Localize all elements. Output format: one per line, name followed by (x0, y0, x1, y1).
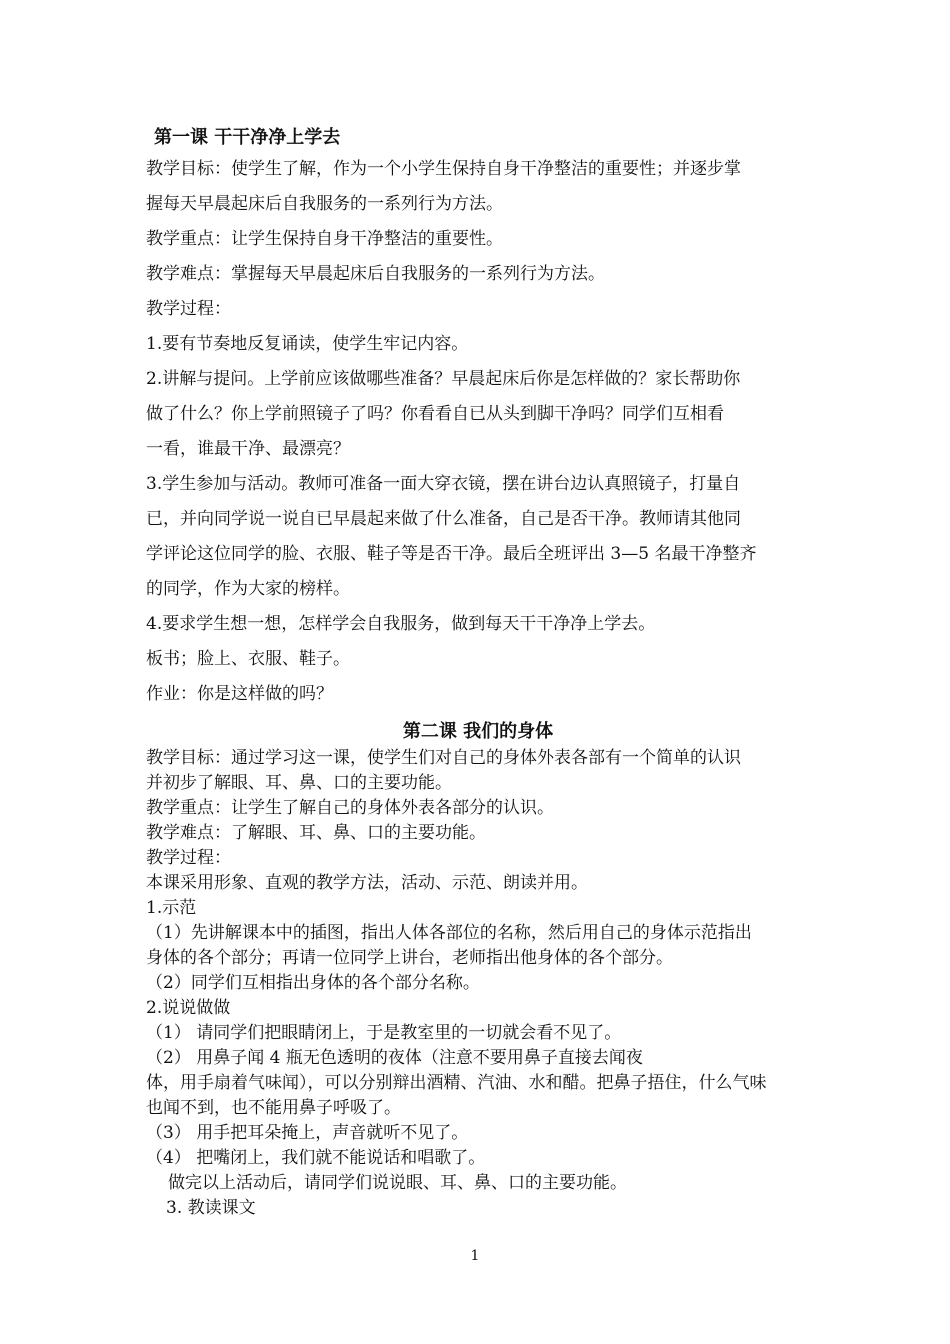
lesson1-title: 第一课 干干净净上学去 (154, 127, 341, 148)
lesson1-line: 做了什么？你上学前照镜子了吗？你看看自已从头到脚干净吗？同学们互相看 (146, 404, 724, 424)
lesson2-title: 第二课 我们的身体 (402, 721, 554, 742)
lesson2-line: 教学难点：了解眼、耳、鼻、口的主要功能。 (146, 823, 486, 843)
lesson1-line: 教学难点：掌握每天早晨起床后自我服务的一系列行为方法。 (146, 264, 605, 284)
lesson2-line: （4） 把嘴闭上，我们就不能说话和唱歌了。 (146, 1148, 486, 1168)
lesson1-line: 握每天早晨起床后自我服务的一系列行为方法。 (146, 194, 503, 214)
lesson1-line: 教学重点：让学生保持自身干净整洁的重要性。 (146, 229, 503, 249)
lesson2-line: 教学过程： (146, 848, 231, 868)
lesson2-line: 教学重点：让学生了解自己的身体外表各部分的认识。 (146, 798, 554, 818)
lesson2-line: 本课采用形象、直观的教学方法，活动、示范、朗读并用。 (146, 873, 588, 893)
lesson1-line: 教学目标：使学生了解，作为一个小学生保持自身干净整洁的重要性；并逐步掌 (146, 159, 741, 179)
lesson1-line: 作业：你是这样做的吗？ (146, 684, 333, 704)
lesson1-body (146, 152, 810, 712)
lesson1-line: 已，并向同学说一说自已早晨起来做了什么准备，自己是否干净。教师请其他同 (146, 509, 741, 529)
lesson1-line: 学评论这位同学的脸、衣服、鞋子等是否干净。最后全班评出 3—5 名最干净整齐 (146, 544, 757, 564)
lesson1-line: 的同学，作为大家的榜样。 (146, 579, 350, 599)
page-number: 1 (470, 1248, 480, 1264)
lesson1-line: 2.讲解与提问。上学前应该做哪些准备？早晨起床后你是怎样做的？家长帮助你 (146, 369, 741, 389)
lesson2-line: 并初步了解眼、耳、鼻、口的主要功能。 (146, 773, 452, 793)
lesson1-line: 3.学生参加与活动。教师可准备一面大穿衣镜，摆在讲台边认真照镜子，打量自 (146, 474, 741, 494)
lesson2-line: 3. 教读课文 (166, 1198, 256, 1218)
lesson1-line: 4.要求学生想一想，怎样学会自我服务，做到每天干干净净上学去。 (146, 614, 656, 634)
page-content (146, 124, 810, 1221)
lesson2-line: （2） 用鼻子闻 4 瓶无色透明的夜体（注意不要用鼻子直接去闻夜 (146, 1048, 643, 1068)
lesson2-line: （1）先讲解课本中的插图，指出人体各部位的名称，然后用自己的身体示范指出 (146, 923, 752, 943)
lesson2-line: （2）同学们互相指出身体的各个部分名称。 (146, 973, 480, 993)
lesson2-line: 1.示范 (146, 898, 197, 918)
lesson2-line: 身体的各个部分；再请一位同学上讲台，老师指出他身体的各个部分。 (146, 948, 673, 968)
lesson2-body (146, 746, 810, 1221)
lesson1-line: 教学过程： (146, 299, 231, 319)
lesson1-line: 一看，谁最干净、最漂亮？ (146, 439, 350, 459)
lesson1-line: 1.要有节奏地反复诵读，使学生牢记内容。 (146, 334, 469, 354)
lesson1-line: 板书；脸上、衣服、鞋子。 (146, 649, 350, 669)
lesson2-line: 体，用手扇着气味闻），可以分别辩出酒精、汽油、水和醋。把鼻子捂住，什么气味 (146, 1073, 767, 1093)
lesson2-line: （3） 用手把耳朵掩上，声音就听不见了。 (146, 1123, 469, 1143)
lesson2-line: 2.说说做做 (146, 998, 231, 1018)
lesson2-line: （1） 请同学们把眼睛闭上，于是教室里的一切就会看不见了。 (146, 1023, 622, 1043)
lesson2-line: 做完以上活动后，请同学们说说眼、耳、鼻、口的主要功能。 (168, 1173, 627, 1193)
lesson2-line: 也闻不到，也不能用鼻子呼吸了。 (146, 1098, 401, 1118)
lesson2-line: 教学目标：通过学习这一课，使学生们对自己的身体外表各部有一个简单的认识 (146, 748, 741, 768)
